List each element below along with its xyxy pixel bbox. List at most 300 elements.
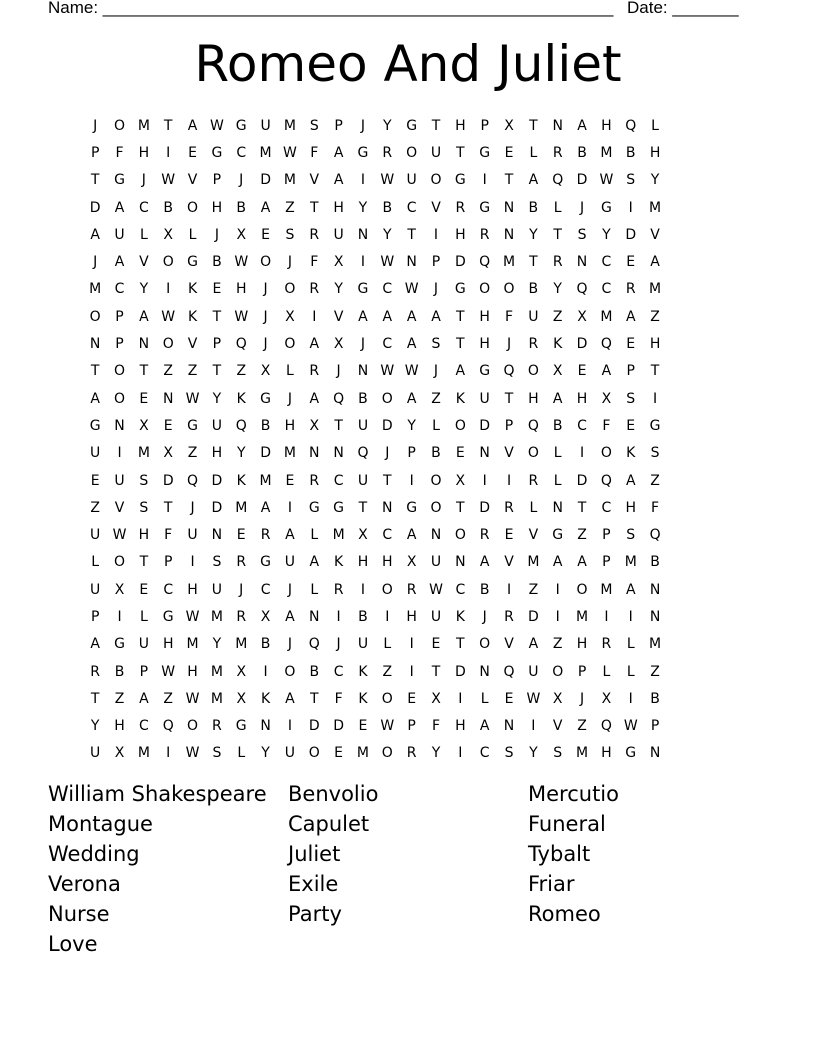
grid-letter: P — [577, 663, 587, 680]
grid-letter: E — [90, 472, 100, 489]
grid-letter: Q — [625, 117, 637, 134]
grid-letter: J — [360, 336, 366, 353]
grid-letter: N — [260, 718, 271, 735]
grid-letter: O — [308, 745, 320, 762]
grid-letter: T — [212, 308, 222, 325]
grid-letter: N — [649, 745, 661, 762]
grid-letter: K — [358, 663, 368, 680]
grid-letter: P — [602, 527, 611, 544]
grid-letter: N — [406, 254, 417, 271]
grid-letter: A — [139, 308, 149, 325]
grid-letter: P — [650, 718, 660, 735]
grid-letter: D — [454, 254, 466, 271]
grid-letter: J — [93, 254, 98, 271]
grid-letter: H — [162, 636, 174, 653]
grid-letter: O — [576, 581, 588, 598]
grid-letter: R — [504, 608, 514, 625]
grid-letter: T — [529, 117, 538, 134]
grid-letter: G — [600, 199, 612, 216]
grid-letter: X — [601, 690, 612, 707]
grid-letter: G — [454, 281, 466, 298]
grid-letter: J — [336, 363, 341, 380]
grid-letter: I — [579, 445, 585, 462]
grid-letter: X — [309, 417, 320, 434]
grid-letter: X — [552, 690, 563, 707]
grid-letter: R — [309, 226, 320, 243]
grid-letter: G — [211, 144, 223, 161]
word-list-item: Benvolio — [288, 782, 379, 806]
grid-letter: G — [357, 281, 369, 298]
grid-letter: R — [309, 281, 320, 298]
grid-letter: P — [212, 336, 222, 353]
grid-letter: M — [283, 172, 296, 189]
grid-letter: O — [381, 581, 393, 598]
grid-letter: B — [382, 199, 393, 216]
grid-letter: H — [455, 226, 466, 243]
grid-letter: T — [358, 499, 368, 516]
grid-letter: E — [163, 417, 173, 434]
grid-letter: B — [479, 581, 490, 598]
word-list-item: Wedding — [48, 842, 140, 866]
grid-letter: O — [284, 336, 296, 353]
grid-letter: I — [458, 745, 463, 762]
grid-letter: N — [649, 581, 661, 598]
grid-letter: Z — [528, 581, 539, 598]
grid-letter: A — [309, 390, 320, 407]
grid-letter: G — [479, 199, 491, 216]
grid-letter: T — [456, 499, 465, 516]
grid-letter: G — [406, 499, 418, 516]
grid-letter: X — [455, 472, 466, 489]
grid-letter: U — [90, 527, 101, 544]
grid-letter: P — [90, 608, 100, 625]
grid-letter: Y — [529, 226, 538, 243]
grid-letter: G — [357, 144, 369, 161]
grid-letter: J — [214, 226, 219, 243]
grid-letter: I — [604, 608, 609, 625]
grid-letter: N — [309, 445, 320, 462]
grid-letter: G — [454, 172, 466, 189]
grid-letter: Y — [90, 718, 100, 735]
grid-letter: J — [336, 636, 341, 653]
grid-letter: U — [260, 117, 271, 134]
grid-letter: H — [528, 390, 539, 407]
grid-letter: C — [333, 663, 344, 680]
grid-letter: Y — [236, 445, 246, 462]
grid-letter: D — [381, 417, 393, 434]
grid-letter: H — [479, 336, 490, 353]
grid-letter: C — [601, 254, 612, 271]
grid-letter: B — [650, 554, 660, 571]
grid-letter: X — [552, 363, 563, 380]
grid-letter: W — [112, 527, 127, 544]
grid-letter: J — [482, 608, 487, 625]
grid-letter: I — [360, 254, 366, 271]
grid-letter: M — [600, 581, 613, 598]
grid-letter: U — [284, 554, 296, 571]
grid-letter: H — [601, 117, 612, 134]
grid-letter: A — [431, 308, 441, 325]
grid-letter: P — [90, 144, 100, 161]
grid-letter: T — [529, 254, 538, 271]
grid-letter: K — [187, 281, 198, 298]
grid-letter: E — [504, 527, 514, 544]
grid-letter: S — [626, 527, 636, 544]
grid-letter: G — [406, 117, 418, 134]
grid-letter: A — [285, 690, 295, 707]
grid-letter: O — [381, 690, 393, 707]
grid-letter: E — [261, 226, 270, 243]
grid-letter: A — [260, 199, 271, 216]
grid-letter: C — [236, 144, 247, 161]
grid-letter: N — [455, 554, 466, 571]
word-list-item: Party — [288, 902, 342, 926]
grid-letter: H — [406, 608, 417, 625]
grid-letter: J — [385, 445, 390, 462]
grid-letter: G — [649, 417, 661, 434]
grid-letter: X — [139, 417, 149, 434]
grid-letter: T — [212, 363, 222, 380]
grid-letter: A — [601, 363, 612, 380]
grid-letter: U — [528, 663, 539, 680]
grid-letter: A — [382, 308, 393, 325]
grid-letter: J — [360, 117, 366, 134]
grid-letter: W — [599, 172, 614, 189]
word-list-item: Juliet — [288, 842, 341, 866]
grid-letter: D — [576, 172, 588, 189]
grid-letter: A — [139, 690, 149, 707]
grid-letter: E — [139, 581, 149, 598]
grid-letter: B — [309, 663, 320, 680]
grid-letter: T — [90, 172, 100, 189]
grid-letter: R — [333, 581, 344, 598]
grid-letter: Y — [358, 199, 368, 216]
grid-letter: M — [137, 117, 150, 134]
grid-letter: Z — [90, 499, 100, 516]
word-list-item: Montague — [48, 812, 153, 836]
grid-letter: G — [235, 718, 247, 735]
grid-letter: H — [649, 336, 661, 353]
grid-letter: E — [626, 336, 636, 353]
grid-letter: Y — [407, 417, 416, 434]
grid-letter: H — [601, 745, 612, 762]
grid-letter: Z — [187, 363, 198, 380]
grid-letter: A — [479, 718, 490, 735]
grid-letter: A — [455, 363, 466, 380]
grid-letter: A — [552, 554, 563, 571]
grid-letter: C — [138, 718, 149, 735]
grid-letter: S — [431, 336, 441, 353]
grid-letter: O — [187, 199, 199, 216]
grid-letter: A — [625, 472, 636, 489]
grid-letter: I — [653, 390, 658, 407]
grid-letter: W — [380, 172, 395, 189]
grid-letter: I — [409, 663, 414, 680]
grid-letter: A — [285, 527, 295, 544]
grid-letter: S — [626, 172, 636, 189]
grid-letter: F — [602, 417, 611, 434]
grid-letter: F — [310, 254, 319, 271]
grid-letter: Z — [650, 472, 660, 489]
grid-letter: V — [139, 254, 149, 271]
grid-letter: S — [309, 117, 319, 134]
grid-letter: L — [553, 199, 562, 216]
grid-row — [83, 603, 743, 630]
grid-letter: I — [117, 445, 122, 462]
grid-letter: A — [187, 117, 198, 134]
grid-letter: I — [263, 663, 268, 680]
grid-letter: C — [138, 199, 149, 216]
grid-letter: Z — [114, 690, 125, 707]
grid-letter: H — [138, 144, 150, 161]
grid-letter: X — [285, 308, 295, 325]
grid-letter: C — [163, 581, 174, 598]
grid-letter: W — [526, 690, 541, 707]
grid-letter: I — [628, 690, 633, 707]
grid-row — [83, 740, 743, 767]
grid-letter: Y — [334, 281, 343, 298]
grid-letter: P — [407, 445, 416, 462]
word-list-item: William Shakespeare — [48, 782, 267, 806]
name-field: Name: ______________________________________________________ — [48, 0, 614, 17]
grid-letter: R — [455, 199, 466, 216]
grid-letter: H — [455, 117, 466, 134]
grid-letter: Q — [552, 172, 564, 189]
grid-letter: S — [139, 472, 149, 489]
grid-letter: Q — [235, 417, 247, 434]
word-list-item: Mercutio — [528, 782, 619, 806]
grid-letter: J — [287, 581, 292, 598]
grid-letter: U — [357, 417, 369, 434]
grid-row — [83, 467, 743, 494]
grid-letter: Q — [187, 472, 199, 489]
grid-letter: T — [309, 199, 319, 216]
grid-letter: S — [650, 445, 660, 462]
grid-letter: W — [161, 308, 176, 325]
grid-letter: F — [334, 690, 343, 707]
grid-letter: L — [237, 745, 246, 762]
grid-letter: Y — [553, 281, 562, 298]
grid-letter: W — [185, 745, 200, 762]
grid-letter: J — [263, 308, 268, 325]
grid-letter: N — [503, 718, 515, 735]
grid-letter: O — [381, 745, 393, 762]
grid-letter: L — [529, 499, 538, 516]
grid-row — [83, 576, 743, 603]
grid-letter: N — [309, 608, 320, 625]
grid-letter: E — [577, 363, 587, 380]
grid-letter: U — [114, 226, 125, 243]
grid-letter: R — [309, 363, 320, 380]
grid-letter: S — [139, 499, 149, 516]
grid-letter: P — [504, 417, 514, 434]
word-list-item: Exile — [288, 872, 339, 896]
grid-letter: B — [163, 199, 173, 216]
grid-letter: Y — [139, 281, 149, 298]
grid-letter: T — [163, 117, 173, 134]
grid-letter: M — [649, 636, 662, 653]
grid-letter: G — [162, 608, 174, 625]
grid-letter: T — [504, 390, 514, 407]
grid-letter: Q — [503, 663, 515, 680]
word-list-item: Funeral — [528, 812, 606, 836]
grid-letter: J — [506, 336, 512, 353]
grid-letter: I — [336, 608, 341, 625]
word-list-item: Friar — [528, 872, 575, 896]
grid-letter: U — [430, 144, 442, 161]
grid-letter: H — [211, 445, 223, 462]
grid-letter: J — [190, 499, 195, 516]
grid-letter: X — [114, 581, 125, 598]
grid-letter: D — [479, 499, 491, 516]
grid-letter: U — [430, 608, 442, 625]
grid-letter: E — [626, 417, 636, 434]
grid-letter: O — [162, 254, 174, 271]
grid-letter: M — [259, 472, 272, 489]
grid-letter: W — [404, 363, 419, 380]
grid-letter: H — [576, 636, 588, 653]
grid-letter: M — [624, 554, 637, 571]
grid-letter: B — [528, 199, 539, 216]
grid-letter: T — [577, 499, 587, 516]
grid-letter: E — [626, 254, 636, 271]
word-list-item: Tybalt — [528, 842, 591, 866]
grid-letter: R — [236, 608, 247, 625]
grid-letter: M — [210, 608, 223, 625]
grid-letter: I — [166, 144, 171, 161]
grid-letter: U — [211, 417, 223, 434]
grid-letter: T — [334, 417, 343, 434]
grid-letter: W — [185, 608, 200, 625]
grid-letter: H — [357, 554, 369, 571]
grid-letter: V — [504, 554, 514, 571]
grid-letter: T — [431, 663, 441, 680]
grid-letter: J — [239, 581, 244, 598]
grid-letter: Y — [383, 226, 392, 243]
grid-letter: I — [506, 472, 512, 489]
grid-letter: D — [89, 199, 101, 216]
grid-letter: O — [187, 718, 199, 735]
grid-letter: W — [185, 390, 200, 407]
grid-letter: I — [287, 718, 292, 735]
grid-letter: T — [553, 226, 562, 243]
grid-letter: L — [553, 472, 562, 489]
grid-letter: A — [479, 554, 490, 571]
grid-letter: V — [114, 499, 125, 516]
grid-row — [83, 303, 743, 330]
grid-letter: N — [503, 199, 515, 216]
grid-letter: M — [600, 144, 613, 161]
grid-letter: N — [357, 226, 369, 243]
grid-letter: C — [382, 336, 393, 353]
grid-letter: E — [139, 390, 149, 407]
grid-letter: U — [528, 308, 539, 325]
grid-letter: O — [114, 363, 126, 380]
grid-letter: O — [381, 390, 393, 407]
grid-letter: U — [357, 636, 369, 653]
grid-letter: Z — [163, 690, 173, 707]
grid-letter: Q — [649, 527, 661, 544]
grid-letter: P — [334, 117, 343, 134]
grid-letter: L — [91, 554, 100, 571]
grid-letter: R — [528, 472, 539, 489]
grid-letter: Q — [308, 636, 320, 653]
grid-letter: R — [212, 718, 222, 735]
grid-letter: A — [309, 554, 320, 571]
grid-letter: A — [577, 554, 587, 571]
grid-letter: K — [455, 608, 465, 625]
grid-letter: Y — [261, 745, 270, 762]
grid-letter: U — [90, 745, 101, 762]
grid-letter: T — [309, 690, 319, 707]
grid-letter: A — [333, 172, 344, 189]
grid-letter: P — [602, 554, 611, 571]
grid-letter: M — [332, 527, 345, 544]
grid-letter: U — [90, 445, 101, 462]
grid-letter: Z — [431, 390, 441, 407]
grid-letter: I — [409, 472, 414, 489]
grid-letter: M — [649, 199, 662, 216]
grid-letter: K — [626, 445, 636, 462]
grid-letter: C — [333, 472, 344, 489]
grid-letter: C — [601, 499, 612, 516]
grid-letter: N — [430, 527, 442, 544]
grid-letter: H — [382, 554, 393, 571]
grid-letter: Z — [163, 363, 173, 380]
grid-letter: V — [333, 308, 344, 325]
grid-letter: Z — [187, 445, 198, 462]
grid-letter: I — [531, 718, 536, 735]
grid-letter: N — [89, 336, 101, 353]
grid-letter: O — [552, 663, 564, 680]
grid-letter: B — [431, 445, 441, 462]
grid-letter: W — [380, 363, 395, 380]
grid-letter: M — [576, 608, 589, 625]
grid-letter: G — [625, 745, 637, 762]
grid-letter: I — [555, 581, 560, 598]
grid-letter: A — [114, 199, 125, 216]
grid-letter: O — [260, 254, 272, 271]
grid-letter: X — [236, 690, 247, 707]
grid-letter: H — [211, 199, 223, 216]
grid-letter: R — [382, 144, 393, 161]
grid-letter: J — [263, 281, 268, 298]
grid-letter: I — [166, 281, 171, 298]
grid-letter: V — [528, 527, 539, 544]
grid-letter: A — [406, 336, 417, 353]
grid-letter: X — [163, 445, 173, 462]
grid-letter: A — [406, 527, 417, 544]
grid-letter: P — [115, 336, 124, 353]
grid-letter: R — [236, 554, 247, 571]
grid-letter: C — [382, 281, 393, 298]
grid-letter: A — [552, 390, 563, 407]
grid-letter: B — [212, 254, 222, 271]
grid-letter: H — [333, 199, 344, 216]
grid-row — [83, 112, 743, 139]
grid-letter: O — [503, 281, 515, 298]
grid-letter: I — [385, 608, 390, 625]
grid-letter: K — [334, 554, 344, 571]
grid-letter: U — [333, 226, 344, 243]
grid-row — [83, 631, 743, 658]
grid-letter: C — [577, 417, 587, 434]
grid-letter: Q — [600, 472, 612, 489]
grid-letter: P — [115, 308, 124, 325]
grid-letter: Q — [600, 336, 612, 353]
grid-row — [83, 330, 743, 357]
grid-letter: N — [382, 499, 393, 516]
